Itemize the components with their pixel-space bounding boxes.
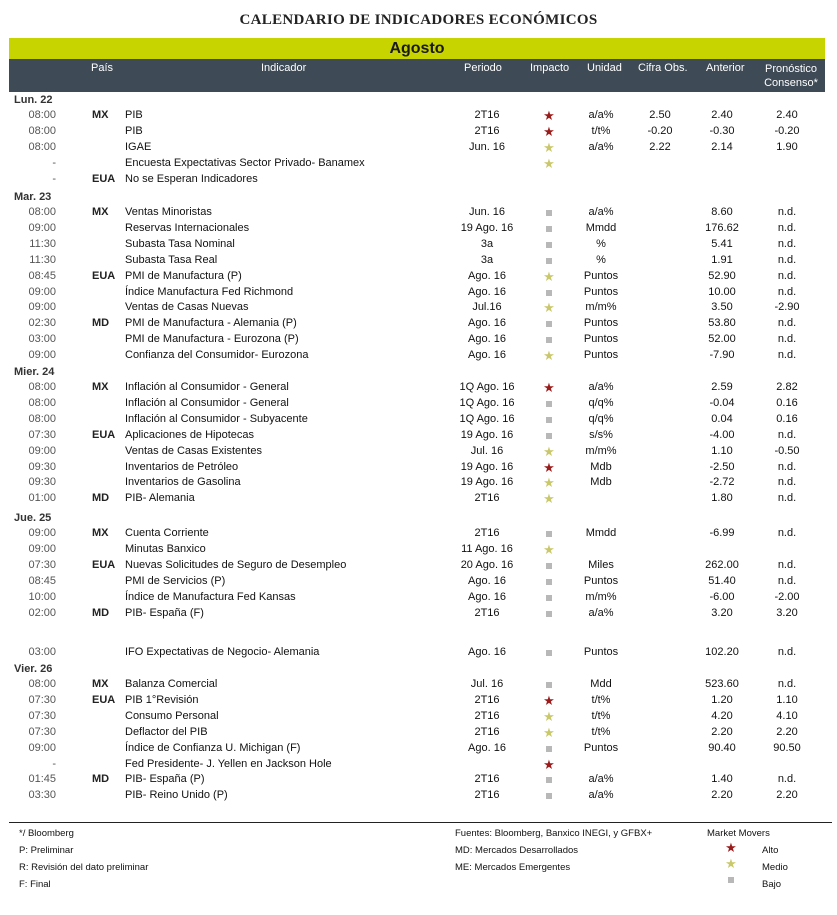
header-impacto: Impacto xyxy=(530,62,570,74)
row-forecast: n.d. xyxy=(777,206,797,218)
row-indicator: PMI de Manufactura - Alemania (P) xyxy=(125,317,297,330)
row-forecast: -0.20 xyxy=(774,124,800,137)
row-forecast: n.d. xyxy=(777,773,797,786)
row-time: 08:00 xyxy=(28,206,56,218)
day-label: Vier. 26 xyxy=(14,663,53,675)
row-indicator: Reservas Internacionales xyxy=(125,221,250,234)
row-prev: 2.59 xyxy=(711,381,733,393)
row-unit: Mdb xyxy=(590,460,612,473)
row-prev: 53.80 xyxy=(708,317,736,330)
row-period: 2T16 xyxy=(474,693,500,706)
row-forecast: 1.10 xyxy=(776,693,798,706)
impact-alto-star-icon: ★ xyxy=(543,756,555,772)
row-time: 07:30 xyxy=(28,725,56,738)
row-time: 08:45 xyxy=(28,269,56,282)
row-time: 08:00 xyxy=(28,412,56,425)
impact-medio-star-icon: ★ xyxy=(543,155,555,171)
row-unit: Mmdd xyxy=(585,221,617,234)
row-prev: 1.20 xyxy=(711,693,733,706)
row-period: Jun. 16 xyxy=(468,206,506,218)
row-period: 2T16 xyxy=(474,492,500,505)
row-country: MD xyxy=(92,606,110,619)
impact-bajo-square-icon xyxy=(546,563,552,569)
row-forecast: n.d. xyxy=(777,492,797,505)
row-unit: Puntos xyxy=(583,574,619,587)
row-forecast: 0.16 xyxy=(776,412,798,425)
header-pronostico xyxy=(761,62,821,90)
row-country: EUA xyxy=(92,558,116,571)
row-indicator: Índice de Manufactura Fed Kansas xyxy=(125,590,296,603)
row-prev: -4.00 xyxy=(709,428,735,441)
row-time: 07:30 xyxy=(28,558,56,571)
row-obs: 2.50 xyxy=(649,109,671,121)
impact-medio-star-icon: ★ xyxy=(543,724,555,740)
impact-bajo-square-icon xyxy=(546,777,552,783)
row-unit: Puntos xyxy=(583,285,619,298)
row-period: Jul. 16 xyxy=(470,678,504,690)
impact-bajo-square-icon xyxy=(546,682,552,688)
row-unit: m/m% xyxy=(585,301,617,314)
row-indicator: PIB- Alemania xyxy=(125,492,195,505)
row-indicator: Ventas de Casas Existentes xyxy=(125,444,262,457)
row-period: 1Q Ago. 16 xyxy=(459,396,515,409)
row-forecast: 90.50 xyxy=(773,741,801,754)
row-time: 08:00 xyxy=(28,109,56,121)
impact-medio-star-icon: ★ xyxy=(543,475,555,491)
row-forecast: n.d. xyxy=(777,646,797,659)
row-forecast: 2.82 xyxy=(776,381,798,393)
row-time: 10:00 xyxy=(28,590,56,603)
legend-bajo-square-icon xyxy=(728,877,734,883)
impact-medio-star-icon: ★ xyxy=(543,268,555,284)
row-indicator: Confianza del Consumidor- Eurozona xyxy=(125,349,309,362)
row-time: - xyxy=(52,757,56,770)
row-period: Jun. 16 xyxy=(468,140,506,153)
row-prev: 1.40 xyxy=(711,773,733,786)
row-country: EUA xyxy=(92,269,116,282)
row-country: MD xyxy=(92,492,110,505)
row-indicator: Encuesta Expectativas Sector Privado- Banamex xyxy=(125,156,365,169)
row-indicator: Inventarios de Petróleo xyxy=(125,460,239,473)
impact-bajo-square-icon xyxy=(546,531,552,537)
row-indicator: Ventas Minoristas xyxy=(125,206,212,218)
impact-bajo-square-icon xyxy=(546,611,552,617)
row-period: 2T16 xyxy=(474,789,500,802)
row-country: MX xyxy=(92,206,109,218)
row-forecast: n.d. xyxy=(777,678,797,690)
row-indicator: Consumo Personal xyxy=(125,709,219,722)
row-period: 11 Ago. 16 xyxy=(461,542,513,555)
impact-alto-star-icon: ★ xyxy=(543,108,555,123)
row-forecast: n.d. xyxy=(777,574,797,587)
impact-medio-star-icon: ★ xyxy=(543,491,555,507)
row-time: 09:00 xyxy=(28,349,56,362)
row-prev: -0.04 xyxy=(709,396,735,409)
impact-bajo-square-icon xyxy=(546,210,552,216)
legend-alto-label: Alto xyxy=(762,845,779,856)
row-prev: 2.14 xyxy=(711,140,733,153)
row-country: MX xyxy=(92,527,109,539)
impact-medio-star-icon: ★ xyxy=(543,139,555,155)
month-banner: Agosto xyxy=(9,38,825,59)
row-prev: 523.60 xyxy=(705,678,739,690)
row-indicator: Balanza Comercial xyxy=(125,678,218,690)
row-indicator: PIB xyxy=(125,109,143,121)
impact-bajo-square-icon xyxy=(546,746,552,752)
row-period: 1Q Ago. 16 xyxy=(459,412,515,425)
legend-bajo-label: Bajo xyxy=(762,879,782,890)
row-unit: Puntos xyxy=(583,646,619,659)
row-prev: -7.90 xyxy=(709,349,735,362)
row-forecast: 4.10 xyxy=(776,709,798,722)
row-period: 1Q Ago. 16 xyxy=(459,381,515,393)
row-indicator: PMI de Manufactura (P) xyxy=(125,269,242,282)
header-pronostico-line1: Pronóstico xyxy=(765,63,817,75)
row-time: 09:00 xyxy=(28,301,56,314)
row-unit: t/t% xyxy=(591,709,611,722)
row-forecast: -2.90 xyxy=(774,301,800,314)
footer-divider xyxy=(9,822,832,823)
header-anterior: Anterior xyxy=(706,62,745,74)
row-period: 2T16 xyxy=(474,725,500,738)
row-unit: a/a% xyxy=(588,381,614,393)
impact-bajo-square-icon xyxy=(546,321,552,327)
row-time: 08:45 xyxy=(28,574,56,587)
row-time: 03:30 xyxy=(28,789,56,802)
impact-alto-star-icon: ★ xyxy=(543,123,555,139)
row-forecast: 2.20 xyxy=(776,725,798,738)
header-cifra-obs: Cifra Obs. xyxy=(638,62,688,74)
row-indicator: Aplicaciones de Hipotecas xyxy=(125,428,255,441)
row-forecast: n.d. xyxy=(777,476,797,489)
row-period: 19 Ago. 16 xyxy=(460,476,514,489)
row-country: EUA xyxy=(92,428,116,441)
row-period: Jul. 16 xyxy=(470,444,504,457)
row-time: 09:00 xyxy=(28,741,56,754)
row-period: Ago. 16 xyxy=(468,317,506,330)
row-indicator: No se Esperan Indicadores xyxy=(125,172,258,185)
row-unit: Mdd xyxy=(590,678,612,690)
row-indicator: PIB xyxy=(125,124,143,137)
row-forecast: n.d. xyxy=(777,269,797,282)
row-prev: 5.41 xyxy=(711,237,733,250)
row-time: 08:00 xyxy=(28,678,56,690)
impact-bajo-square-icon xyxy=(546,401,552,407)
row-prev: 52.00 xyxy=(708,333,736,346)
row-forecast: 0.16 xyxy=(776,396,798,409)
row-prev: 10.00 xyxy=(708,285,736,298)
row-indicator: Fed Presidente- J. Yellen en Jackson Hole xyxy=(125,757,332,770)
row-prev: 1.80 xyxy=(711,492,733,505)
row-indicator: Minutas Banxico xyxy=(125,542,206,555)
page-title: CALENDARIO DE INDICADORES ECONÓMICOS xyxy=(239,12,598,28)
header-periodo: Periodo xyxy=(464,62,502,74)
row-time: 09:00 xyxy=(28,527,56,539)
row-prev: 1.91 xyxy=(711,253,733,266)
legend-medio-star-icon: ★ xyxy=(725,856,737,871)
row-unit: t/t% xyxy=(591,124,611,137)
header-pais: País xyxy=(91,62,114,74)
row-forecast: n.d. xyxy=(777,237,797,250)
row-unit: Mmdd xyxy=(585,527,617,539)
row-prev: 262.00 xyxy=(705,558,739,571)
row-obs: -0.20 xyxy=(647,124,673,137)
impact-bajo-square-icon xyxy=(546,226,552,232)
row-period: Ago. 16 xyxy=(468,590,506,603)
row-unit: Puntos xyxy=(583,317,619,330)
row-time: 03:00 xyxy=(28,646,56,659)
row-unit: t/t% xyxy=(591,693,611,706)
row-period: 19 Ago. 16 xyxy=(460,428,514,441)
row-period: 19 Ago. 16 xyxy=(460,460,514,473)
impact-bajo-square-icon xyxy=(546,417,552,423)
row-forecast: n.d. xyxy=(777,460,797,473)
row-prev: 3.50 xyxy=(711,301,733,314)
impact-medio-star-icon: ★ xyxy=(543,708,555,724)
md-legend: MD: Mercados Desarrollados xyxy=(455,845,579,856)
impact-bajo-square-icon xyxy=(546,258,552,264)
header-pronostico-line2: Consenso* xyxy=(764,77,818,89)
row-unit: m/m% xyxy=(585,444,617,457)
row-period: Jul.16 xyxy=(472,301,502,314)
row-period: Ago. 16 xyxy=(468,349,506,362)
row-time: 01:45 xyxy=(28,773,56,786)
row-country: MD xyxy=(92,773,110,786)
row-period: 3a xyxy=(480,253,494,266)
day-label: Mar. 23 xyxy=(14,191,52,203)
impact-bajo-square-icon xyxy=(546,793,552,799)
row-indicator: PIB- España (F) xyxy=(125,606,204,619)
row-forecast: n.d. xyxy=(777,285,797,298)
row-period: 2T16 xyxy=(474,109,500,121)
row-prev: 51.40 xyxy=(708,574,736,587)
note-preliminar: P: Preliminar xyxy=(19,845,74,856)
row-forecast: 1.90 xyxy=(776,140,798,153)
row-prev: 90.40 xyxy=(708,741,736,754)
row-unit: Puntos xyxy=(583,333,619,346)
row-period: 2T16 xyxy=(474,773,500,786)
row-unit: q/q% xyxy=(588,396,614,409)
row-prev: 1.10 xyxy=(711,444,733,457)
row-prev: -6.00 xyxy=(709,590,735,603)
row-indicator: Inflación al Consumidor - General xyxy=(125,381,289,393)
sources-text: Fuentes: Bloomberg, Banxico INEGI, y GFBX+ xyxy=(455,828,653,839)
row-indicator: Subasta Tasa Real xyxy=(125,253,218,266)
row-indicator: Subasta Tasa Nominal xyxy=(125,237,235,250)
row-prev: 3.20 xyxy=(711,606,733,619)
row-indicator: Índice de Confianza U. Michigan (F) xyxy=(125,741,301,754)
row-indicator: PIB- España (P) xyxy=(125,773,205,786)
day-label: Jue. 25 xyxy=(14,512,52,524)
row-period: 20 Ago. 16 xyxy=(460,558,514,571)
row-time: 08:00 xyxy=(28,381,56,393)
row-indicator: Ventas de Casas Nuevas xyxy=(125,301,249,314)
row-indicator: Nuevas Solicitudes de Seguro de Desempleo xyxy=(125,558,347,571)
row-unit: a/a% xyxy=(588,140,614,153)
day-label: Mier. 24 xyxy=(14,366,55,378)
row-period: 2T16 xyxy=(474,124,500,137)
row-time: 02:30 xyxy=(28,317,56,330)
legend-medio-label: Medio xyxy=(762,862,788,873)
row-prev: 8.60 xyxy=(711,206,733,218)
impact-bajo-square-icon xyxy=(546,290,552,296)
row-country: EUA xyxy=(92,172,116,185)
row-time: 09:00 xyxy=(28,221,56,234)
row-forecast: n.d. xyxy=(777,428,797,441)
row-forecast: n.d. xyxy=(777,558,797,571)
row-time: 08:00 xyxy=(28,140,56,153)
row-time: 11:30 xyxy=(29,253,56,266)
row-time: 08:00 xyxy=(28,124,56,137)
row-country: MD xyxy=(92,317,110,330)
row-indicator: PMI de Manufactura - Eurozona (P) xyxy=(125,333,299,346)
row-country: MX xyxy=(92,381,109,393)
row-prev: -0.30 xyxy=(709,124,735,137)
row-indicator: Cuenta Corriente xyxy=(125,527,209,539)
row-time: 11:30 xyxy=(29,237,56,250)
row-period: Ago. 16 xyxy=(468,285,506,298)
row-country: MX xyxy=(92,678,109,690)
row-unit: % xyxy=(596,237,606,250)
impact-bajo-square-icon xyxy=(546,242,552,248)
header-indicador: Indicador xyxy=(261,62,307,74)
row-forecast: n.d. xyxy=(777,527,797,539)
row-prev: -6.99 xyxy=(709,527,735,539)
row-forecast: -2.00 xyxy=(774,590,800,603)
row-time: 07:30 xyxy=(28,693,56,706)
row-time: 09:00 xyxy=(28,444,56,457)
day-label: Lun. 22 xyxy=(14,94,53,106)
note-bloomberg: */ Bloomberg xyxy=(19,828,74,839)
row-indicator: PIB- Reino Unido (P) xyxy=(125,789,228,802)
row-time: 02:00 xyxy=(28,606,56,619)
row-forecast: 2.20 xyxy=(776,789,798,802)
row-prev: 52.90 xyxy=(708,269,736,282)
row-prev: 102.20 xyxy=(705,646,739,659)
row-forecast: -0.50 xyxy=(774,444,800,457)
row-prev: -2.72 xyxy=(709,476,735,489)
row-period: Ago. 16 xyxy=(468,741,506,754)
table-header xyxy=(9,59,825,92)
legend-alto-star-icon: ★ xyxy=(725,840,737,855)
row-unit: q/q% xyxy=(588,412,614,425)
row-indicator: IFO Expectativas de Negocio- Alemania xyxy=(125,646,320,659)
row-forecast: 2.40 xyxy=(776,109,798,121)
row-unit: Puntos xyxy=(583,269,619,282)
row-unit: a/a% xyxy=(588,606,614,619)
row-time: 09:30 xyxy=(28,460,56,473)
row-prev: 4.20 xyxy=(711,709,733,722)
row-prev: 2.40 xyxy=(711,109,733,121)
row-forecast: n.d. xyxy=(777,333,797,346)
impact-bajo-square-icon xyxy=(546,433,552,439)
row-time: 09:00 xyxy=(28,285,56,298)
row-prev: 0.04 xyxy=(711,412,733,425)
row-period: 3a xyxy=(480,237,494,250)
impact-bajo-square-icon xyxy=(546,579,552,585)
row-prev: 176.62 xyxy=(705,221,739,234)
row-indicator: Inventarios de Gasolina xyxy=(125,476,241,489)
impact-medio-star-icon: ★ xyxy=(543,300,555,316)
me-legend: ME: Mercados Emergentes xyxy=(455,862,571,873)
row-indicator: PMI de Servicios (P) xyxy=(125,574,226,587)
row-prev: 2.20 xyxy=(711,789,733,802)
impact-bajo-square-icon xyxy=(546,337,552,343)
row-indicator: PIB 1°Revisión xyxy=(125,693,199,706)
row-forecast: 3.20 xyxy=(776,606,798,619)
row-unit: a/a% xyxy=(588,789,614,802)
row-time: 09:30 xyxy=(28,476,56,489)
row-forecast: n.d. xyxy=(777,349,797,362)
row-unit: Puntos xyxy=(583,741,619,754)
row-period: Ago. 16 xyxy=(468,646,506,659)
row-indicator: IGAE xyxy=(125,140,152,153)
row-time: 09:00 xyxy=(28,542,56,555)
row-indicator: Inflación al Consumidor - General xyxy=(125,396,289,409)
row-period: 2T16 xyxy=(474,709,500,722)
row-time: - xyxy=(52,156,56,169)
impact-medio-star-icon: ★ xyxy=(543,348,555,364)
row-unit: % xyxy=(596,253,606,266)
market-movers-title: Market Movers xyxy=(707,828,770,839)
row-unit: Puntos xyxy=(583,349,619,362)
impact-bajo-square-icon xyxy=(546,595,552,601)
row-unit: t/t% xyxy=(591,725,611,738)
row-forecast: n.d. xyxy=(777,253,797,266)
row-unit: a/a% xyxy=(588,773,614,786)
row-period: Ago. 16 xyxy=(468,269,506,282)
note-final: F: Final xyxy=(19,879,51,890)
row-unit: a/a% xyxy=(588,206,614,218)
row-period: Ago. 16 xyxy=(468,574,506,587)
impact-alto-star-icon: ★ xyxy=(543,459,555,475)
row-time: - xyxy=(52,172,56,185)
row-period: 2T16 xyxy=(474,606,500,619)
row-period: 2T16 xyxy=(474,527,500,539)
row-forecast: n.d. xyxy=(777,317,797,330)
row-unit: a/a% xyxy=(588,109,614,121)
row-indicator: Inflación al Consumidor - Subyacente xyxy=(125,412,308,425)
row-unit: s/s% xyxy=(589,428,613,441)
row-time: 03:00 xyxy=(28,333,56,346)
impact-medio-star-icon: ★ xyxy=(543,443,555,459)
row-unit: Miles xyxy=(588,558,614,571)
row-indicator: Índice Manufactura Fed Richmond xyxy=(125,285,294,298)
row-indicator: Deflactor del PIB xyxy=(125,725,208,738)
row-prev: 2.20 xyxy=(711,725,733,738)
row-obs: 2.22 xyxy=(649,140,671,153)
impact-medio-star-icon: ★ xyxy=(543,541,555,557)
impact-alto-star-icon: ★ xyxy=(543,692,555,708)
row-country: MX xyxy=(92,109,109,121)
row-time: 08:00 xyxy=(28,396,56,409)
row-time: 07:30 xyxy=(28,428,56,441)
header-unidad: Unidad xyxy=(587,62,622,74)
impact-alto-star-icon: ★ xyxy=(543,380,555,395)
row-prev: -2.50 xyxy=(709,460,735,473)
row-country: EUA xyxy=(92,693,116,706)
row-period: Ago. 16 xyxy=(468,333,506,346)
impact-bajo-square-icon xyxy=(546,650,552,656)
row-time: 07:30 xyxy=(28,709,56,722)
row-unit: Mdb xyxy=(590,476,612,489)
row-period: 19 Ago. 16 xyxy=(460,221,514,234)
row-unit: m/m% xyxy=(585,590,617,603)
row-time: 01:00 xyxy=(28,492,56,505)
note-revision: R: Revisión del dato preliminar xyxy=(19,862,149,873)
row-forecast: n.d. xyxy=(777,221,797,234)
